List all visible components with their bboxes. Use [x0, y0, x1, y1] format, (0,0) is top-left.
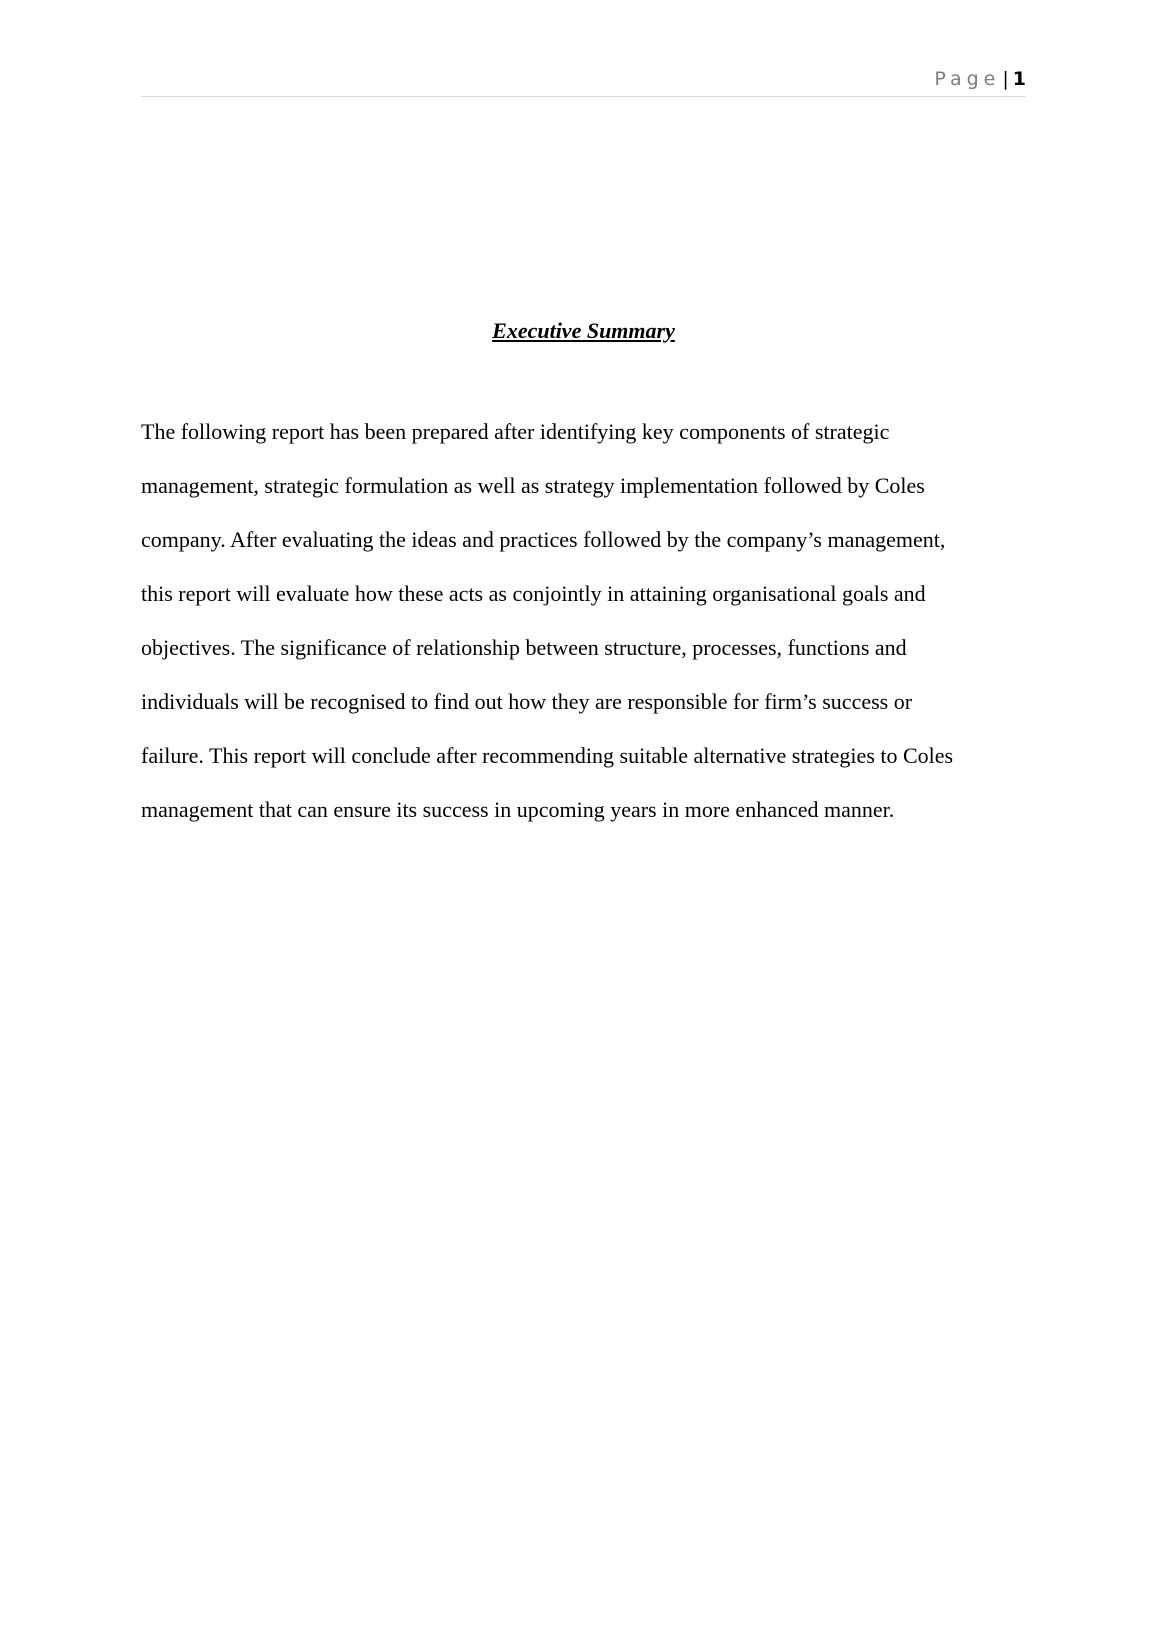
summary-paragraph — [141, 405, 1026, 837]
page-number: 1 — [1012, 68, 1026, 90]
page-word: Page — [934, 68, 1001, 90]
page-title: Executive Summary — [492, 318, 675, 343]
paragraph-line: this report will evaluate how these acts as conjointly in attaining organisational goals and — [141, 581, 926, 606]
paragraph-line: objectives. The significance of relationship between structure, processes, functions and — [141, 635, 907, 660]
paragraph-line: The following report has been prepared after identifying key components of strategic — [141, 419, 890, 444]
paragraph-line: company. After evaluating the ideas and practices followed by the company’s management, — [141, 527, 946, 552]
paragraph-line: management, strategic formulation as well as strategy implementation followed by Coles — [141, 473, 925, 498]
page-separator: | — [1002, 68, 1009, 90]
paragraph-line: management that can ensure its success in upcoming years in more enhanced manner. — [141, 797, 895, 822]
paragraph-line: failure. This report will conclude after recommending suitable alternative strategies to Coles — [141, 743, 954, 768]
paragraph-line: individuals will be recognised to find out how they are responsible for firm’s success or — [141, 689, 913, 714]
page-number-label — [934, 68, 1026, 90]
page-header — [141, 66, 1026, 97]
